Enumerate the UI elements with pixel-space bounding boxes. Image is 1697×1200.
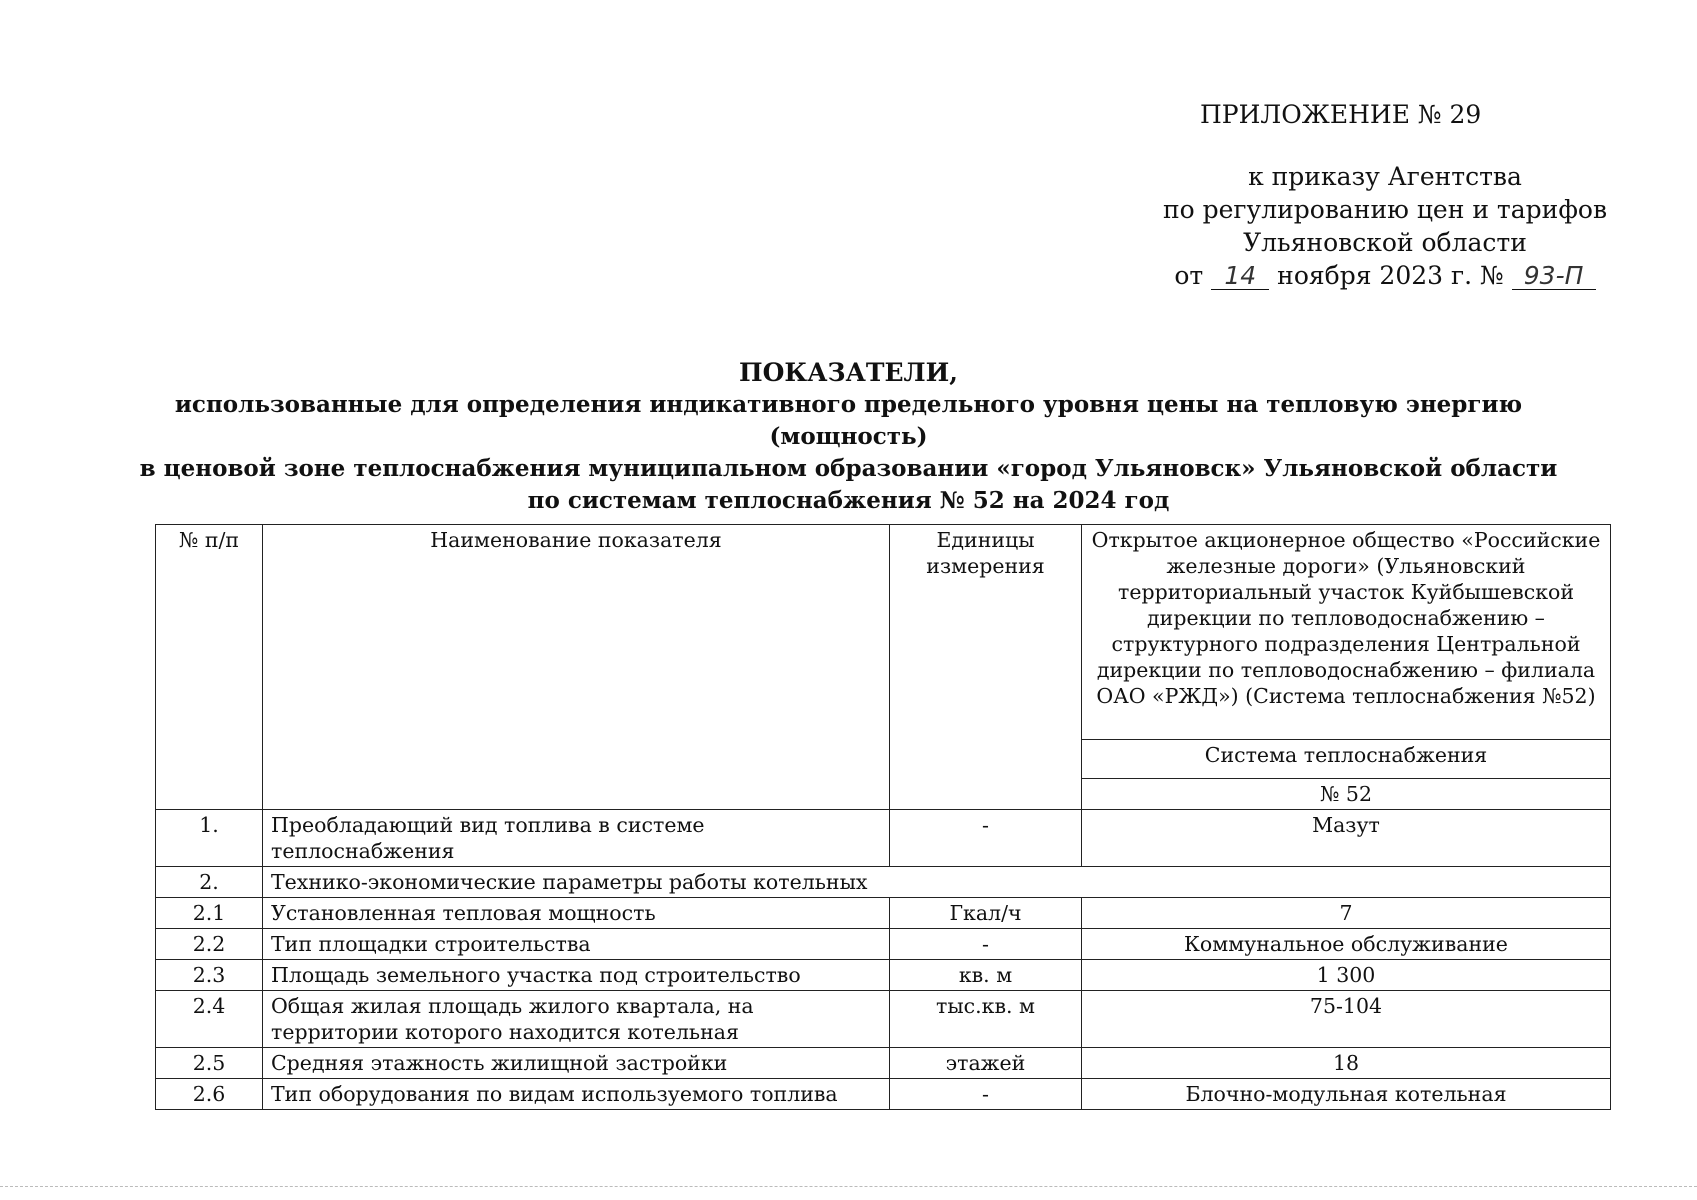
indicators-table bbox=[155, 524, 1611, 1110]
date-day-handwritten: 14 bbox=[1211, 263, 1269, 290]
table-row bbox=[156, 898, 1611, 929]
header-num: № п/п bbox=[156, 525, 263, 810]
document-title bbox=[130, 357, 1567, 517]
row-name: Преобладающий вид топлива в системе теплоснабжения bbox=[263, 810, 890, 867]
row-value: Мазут bbox=[1082, 810, 1611, 867]
title-line-4: по системам теплоснабжения № 52 на 2024 год bbox=[527, 487, 1170, 514]
row-num: 2.4 bbox=[156, 991, 263, 1048]
date-rest: ноября 2023 г. № bbox=[1277, 261, 1504, 290]
table-row bbox=[156, 991, 1611, 1048]
table-row bbox=[156, 1079, 1611, 1110]
row-unit: - bbox=[890, 810, 1082, 867]
title-line-3: в ценовой зоне теплоснабжения муниципальном образовании «город Ульяновск» Ульяновской области bbox=[139, 455, 1558, 482]
scan-edge-divider bbox=[0, 1186, 1697, 1187]
row-name: Средняя этажность жилищной застройки bbox=[263, 1048, 890, 1079]
row-value: 7 bbox=[1082, 898, 1611, 929]
row-num: 2.6 bbox=[156, 1079, 263, 1110]
order-number-handwritten: 93-П bbox=[1512, 263, 1596, 290]
row-num: 2. bbox=[156, 867, 263, 898]
order-line-1: к приказу Агентства bbox=[1248, 162, 1522, 191]
date-prefix: от bbox=[1174, 261, 1204, 290]
row-value: 1 300 bbox=[1082, 960, 1611, 991]
row-value: Коммунальное обслуживание bbox=[1082, 929, 1611, 960]
row-name: Установленная тепловая мощность bbox=[263, 898, 890, 929]
header-organization: Открытое акционерное общество «Российские железные дороги» (Ульяновский территориальный участок Куйбышевской дирекции по тепловодоснабжению – структурного подразделения Центральной дирекции по тепловодоснабжению – филиала ОАО «РЖД») (Система теплоснабжения №52) bbox=[1082, 525, 1611, 740]
appendix-number: ПРИЛОЖЕНИЕ № 29 bbox=[1200, 100, 1482, 129]
row-unit: тыс.кв. м bbox=[890, 991, 1082, 1048]
row-unit: - bbox=[890, 1079, 1082, 1110]
row-num: 2.2 bbox=[156, 929, 263, 960]
row-unit: этажей bbox=[890, 1048, 1082, 1079]
row-unit: кв. м bbox=[890, 960, 1082, 991]
row-num: 2.1 bbox=[156, 898, 263, 929]
row-unit: Гкал/ч bbox=[890, 898, 1082, 929]
table-row bbox=[156, 867, 1611, 898]
header-name: Наименование показателя bbox=[263, 525, 890, 810]
row-value: Блочно-модульная котельная bbox=[1082, 1079, 1611, 1110]
order-reference bbox=[1150, 160, 1620, 292]
row-unit: - bbox=[890, 929, 1082, 960]
row-name: Тип площадки строительства bbox=[263, 929, 890, 960]
row-name: Тип оборудования по видам используемого топлива bbox=[263, 1079, 890, 1110]
table-row bbox=[156, 1048, 1611, 1079]
row-name: Общая жилая площадь жилого квартала, на территории которого находится котельная bbox=[263, 991, 890, 1048]
row-value: 75-104 bbox=[1082, 991, 1611, 1048]
order-line-2: по регулированию цен и тарифов bbox=[1162, 195, 1608, 224]
table-row bbox=[156, 929, 1611, 960]
row-name: Площадь земельного участка под строительство bbox=[263, 960, 890, 991]
row-name: Технико-экономические параметры работы котельных bbox=[263, 867, 1611, 898]
row-num: 2.3 bbox=[156, 960, 263, 991]
row-value: 18 bbox=[1082, 1048, 1611, 1079]
title-line-2: использованные для определения индикативного предельного уровня цены на тепловую энергию (мощность) bbox=[174, 391, 1523, 450]
order-line-3: Ульяновской области bbox=[1243, 228, 1527, 257]
table-row bbox=[156, 810, 1611, 867]
order-date-line bbox=[1150, 259, 1620, 292]
title-line-1: ПОКАЗАТЕЛИ, bbox=[739, 358, 958, 387]
header-unit: Единицы измерения bbox=[890, 525, 1082, 810]
header-system-number: № 52 bbox=[1082, 779, 1611, 810]
row-num: 1. bbox=[156, 810, 263, 867]
row-num: 2.5 bbox=[156, 1048, 263, 1079]
table-row bbox=[156, 960, 1611, 991]
header-system: Система теплоснабжения bbox=[1082, 740, 1611, 779]
